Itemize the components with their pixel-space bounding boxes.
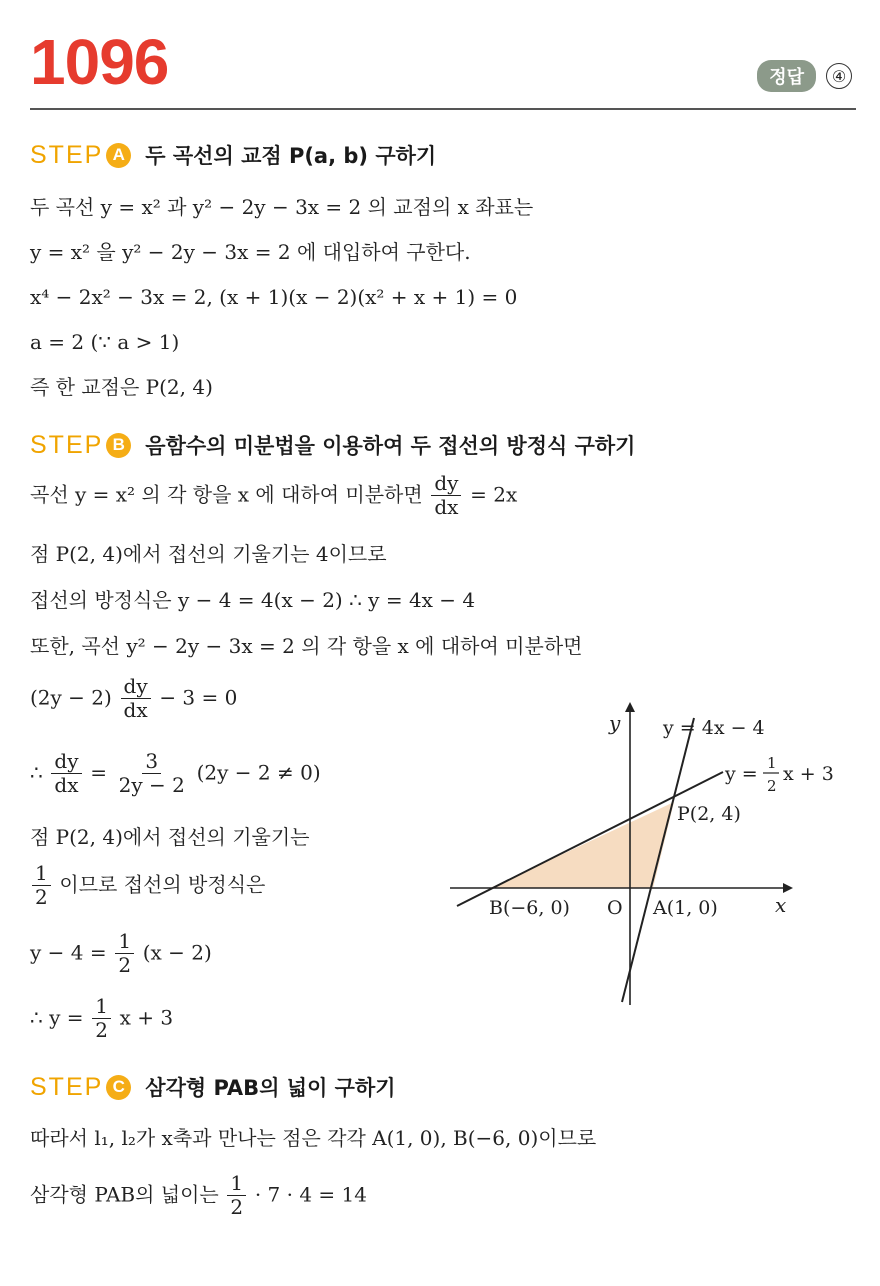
step-a-title: 두 곡선의 교점 P(a, b) 구하기 bbox=[145, 144, 437, 168]
line-2-label-post: x + 3 bbox=[783, 763, 834, 785]
step-b-line-4: 또한, 곡선 y² − 2y − 3x = 2 의 각 항을 x 에 대하여 미분하면 bbox=[30, 634, 583, 658]
header-divider bbox=[30, 108, 856, 110]
problem-number: 1096 bbox=[30, 26, 169, 98]
line-6-rhs-num: 3 bbox=[142, 750, 161, 774]
line-10-fraction bbox=[92, 995, 111, 1042]
x-axis-label: x bbox=[775, 893, 787, 917]
step-a-line-1: 두 곡선 y = x² 과 y² − 2y − 3x = 2 의 교점의 x 좌표는 bbox=[30, 195, 534, 219]
tangent-lines-graph bbox=[445, 700, 865, 1020]
line-6-lhs-den: dx bbox=[54, 773, 79, 797]
step-b-line-9 bbox=[30, 930, 212, 977]
step-c-tag bbox=[30, 1073, 131, 1102]
step-b-badge: B bbox=[106, 433, 131, 458]
line-5-post: − 3 = 0 bbox=[159, 685, 238, 710]
line-10-num: 1 bbox=[92, 995, 111, 1019]
step-c-badge: C bbox=[106, 1075, 131, 1100]
step-c-den: 2 bbox=[230, 1195, 244, 1219]
line-9-den: 2 bbox=[118, 953, 132, 977]
line-5-num: dy bbox=[121, 675, 151, 699]
answer-label-badge: 정답 bbox=[757, 60, 816, 92]
line-10-den: 2 bbox=[95, 1018, 108, 1042]
step-c-header bbox=[30, 1072, 396, 1102]
step-c-line-2-pre: 삼각형 PAB의 넓이는 bbox=[30, 1182, 219, 1207]
step-b-line-2: 점 P(2, 4)에서 접선의 기울기는 4이므로 bbox=[30, 542, 387, 566]
line-9-post: (x − 2) bbox=[142, 940, 212, 965]
step-a-line-4: a = 2 (∵ a > 1) bbox=[30, 330, 180, 354]
y-axis-label: y bbox=[609, 711, 621, 735]
step-c-line-2-post: · 7 · 4 = 14 bbox=[254, 1182, 367, 1207]
line-8-den: 2 bbox=[35, 885, 48, 909]
step-b-line-1-text: 곡선 y = x² 의 각 항을 x 에 대하여 미분하면 bbox=[30, 482, 423, 507]
line-10-pre: ∴ y = bbox=[30, 1005, 84, 1030]
step-c-title: 삼각형 PAB의 넓이 구하기 bbox=[145, 1076, 396, 1100]
y-axis-arrow bbox=[625, 702, 635, 712]
step-a-header bbox=[30, 140, 436, 170]
line-9-num: 1 bbox=[115, 930, 134, 954]
step-b-line-5 bbox=[30, 675, 237, 722]
x-axis-arrow bbox=[783, 883, 793, 893]
line-5-den: dx bbox=[123, 698, 148, 722]
line-9-pre: y − 4 = bbox=[30, 940, 107, 965]
line-2-label-pre: y = bbox=[725, 763, 758, 785]
dydx-rhs: = 2x bbox=[470, 482, 518, 507]
step-a-line-5: 즉 한 교점은 P(2, 4) bbox=[30, 375, 213, 399]
line-2-label-den: 2 bbox=[767, 777, 777, 795]
step-b-title: 음함수의 미분법을 이용하여 두 접선의 방정식 구하기 bbox=[145, 434, 636, 458]
step-a-tag-text: STEP bbox=[30, 140, 104, 169]
line-1-label: y = 4x − 4 bbox=[663, 717, 765, 739]
step-a-badge: A bbox=[106, 143, 131, 168]
step-a-line-2: y = x² 을 y² − 2y − 3x = 2 에 대입하여 구한다. bbox=[30, 240, 471, 264]
origin-label: O bbox=[607, 897, 623, 919]
point-b-label: B(−6, 0) bbox=[489, 897, 570, 919]
step-c-line-2 bbox=[30, 1172, 367, 1219]
line-6-lhs-fraction bbox=[51, 750, 81, 797]
line-8-fraction bbox=[32, 862, 51, 909]
answer-value: ④ bbox=[826, 63, 852, 89]
line-6-pre: ∴ bbox=[30, 760, 43, 785]
dydx-num: dy bbox=[431, 472, 461, 496]
line-9-fraction bbox=[115, 930, 134, 977]
step-b-tag bbox=[30, 431, 131, 460]
line-8-post: 이므로 접선의 방정식은 bbox=[59, 872, 266, 897]
step-a-line-3: x⁴ − 2x² − 3x = 2, (x + 1)(x − 2)(x² + x + 1) = 0 bbox=[30, 285, 518, 309]
line-6-rhs-fraction bbox=[116, 750, 188, 797]
step-b-line-10 bbox=[30, 995, 173, 1042]
step-c-tag-text: STEP bbox=[30, 1072, 104, 1101]
step-c-fraction bbox=[227, 1172, 246, 1219]
line-5-pre: (2y − 2) bbox=[30, 685, 112, 710]
step-b-header bbox=[30, 430, 635, 460]
step-c-num: 1 bbox=[227, 1172, 246, 1196]
line-5-fraction bbox=[121, 675, 151, 722]
step-a-tag bbox=[30, 141, 131, 170]
answer-box bbox=[757, 60, 852, 92]
line-6-rhs-den: 2y − 2 bbox=[118, 773, 185, 797]
dydx-den: dx bbox=[434, 495, 459, 519]
point-a-label: A(1, 0) bbox=[653, 897, 718, 919]
step-b-line-6: ∴ $\frac{dy}{dx}$ = $\frac{3}{2y - 2}$ (2y − 2 ≠ 0) bbox=[30, 749, 321, 797]
step-b-line-7: 점 P(2, 4)에서 접선의 기울기는 bbox=[30, 825, 310, 849]
step-b-line-1 bbox=[30, 472, 517, 519]
line-2-label-num: 1 bbox=[767, 754, 777, 772]
point-p-label: P(2, 4) bbox=[677, 803, 741, 825]
step-b-tag-text: STEP bbox=[30, 430, 104, 459]
line-8-num: 1 bbox=[32, 862, 51, 886]
step-b-line-8 bbox=[30, 862, 265, 909]
line-10-post: x + 3 bbox=[119, 1005, 174, 1030]
dydx-fraction bbox=[431, 472, 461, 519]
step-b-line-3: 접선의 방정식은 y − 4 = 4(x − 2) ∴ y = 4x − 4 bbox=[30, 588, 476, 612]
line-6-post: (2y − 2 ≠ 0) bbox=[196, 760, 321, 785]
line-6-lhs-num: dy bbox=[51, 750, 81, 774]
step-c-line-1: 따라서 l₁, l₂가 x축과 만나는 점은 각각 A(1, 0), B(−6, 0)이므로 bbox=[30, 1126, 597, 1150]
